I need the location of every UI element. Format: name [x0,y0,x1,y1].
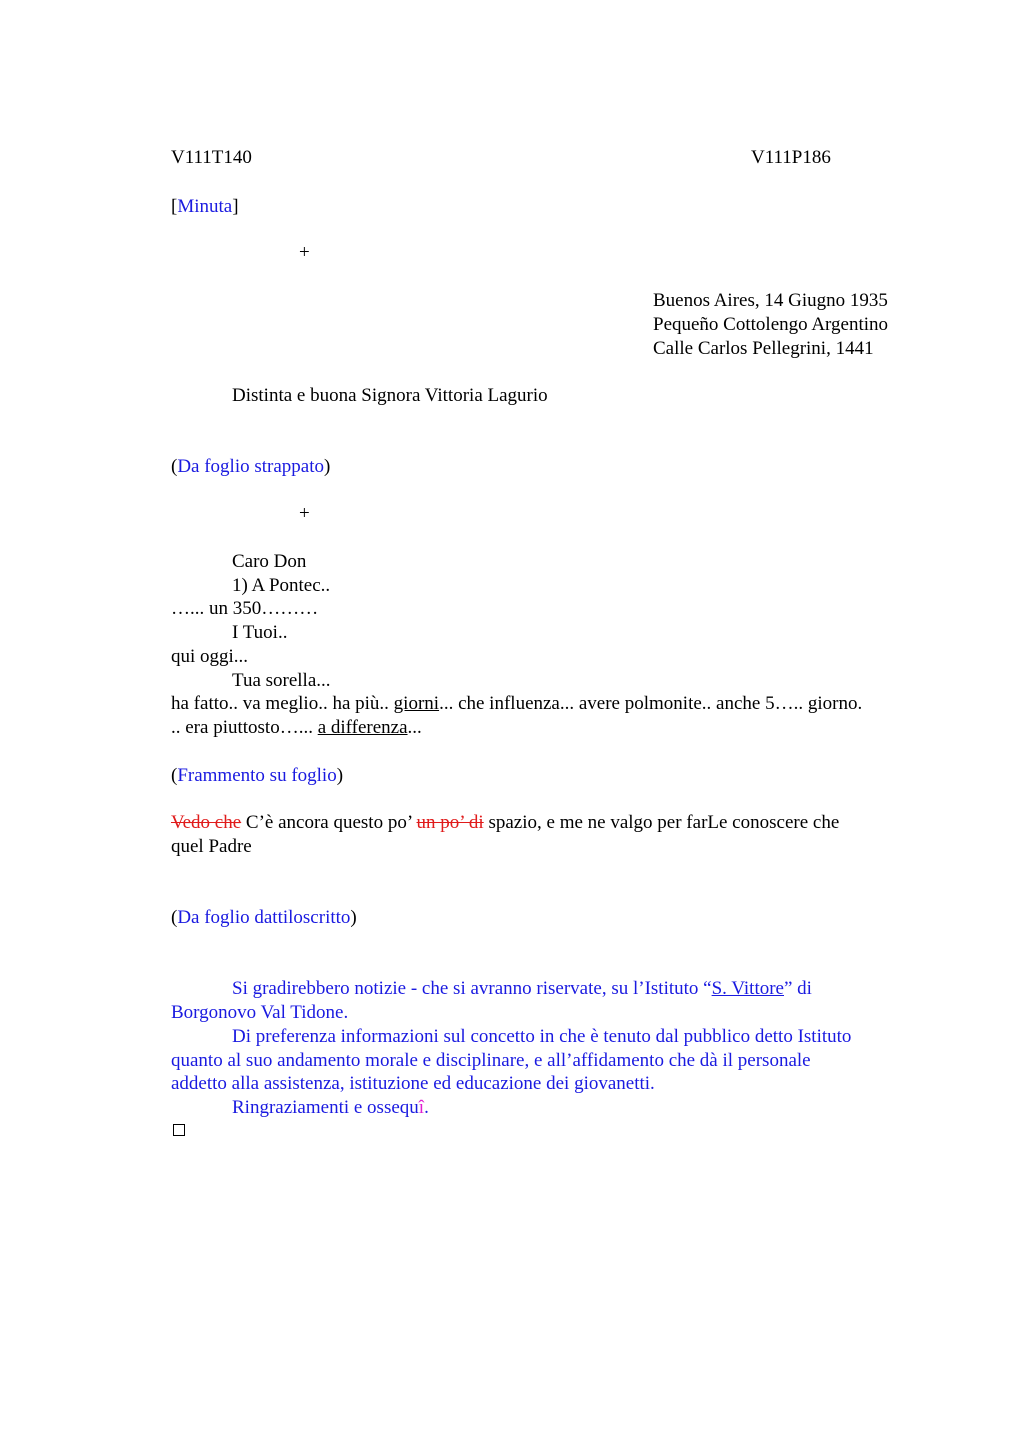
address-street: Calle Carlos Pellegrini, 1441 [653,338,874,359]
cross-mark: + [299,242,310,263]
deleted-text: Vedo che [171,812,242,833]
fragment-line: qui oggi... [171,646,249,667]
end-marker-box [173,1124,185,1136]
fragment-line: 1) A Pontec.. [232,575,331,596]
fragment-line: Tua sorella... [232,670,331,691]
fragment-text-line: quel Padre [171,836,252,857]
address-date: Buenos Aires, 14 Giugno 1935 [653,290,888,311]
salutation: Distinta e buona Signora Vittoria Lagurio [232,385,548,406]
typescript-line: Si gradirebbero notizie - che si avranno riservate, su l’Istituto “S. Vittore” di [232,978,812,999]
fragment-line: I Tuoi.. [232,622,288,643]
typescript-line: addetto alla assistenza, istituzione ed educazione dei giovanetti. [171,1073,655,1094]
cross-mark-2: + [299,503,310,524]
underlined-word: giorni [393,693,440,714]
typescript-line: Di preferenza informazioni sul concetto in che è tenuto dal pubblico detto Istituto [232,1026,852,1047]
fragment-line: Caro Don [232,551,307,572]
institute-name: S. Vittore [711,978,784,999]
underlined-word: a differenza [317,717,408,738]
address-institution: Pequeño Cottolengo Argentino [653,314,889,335]
fragment-line: .. era piuttosto…... a differenza... [171,717,422,738]
section-heading-typescript: (Da foglio dattiloscritto) [171,907,357,928]
typescript-line: Ringraziamenti e ossequî. [232,1097,429,1118]
minuta-text: Minuta [177,196,233,217]
section-heading-fragment: (Frammento su foglio) [171,765,344,786]
section-heading-torn-sheet: (Da foglio strappato) [171,456,331,477]
fragment-line: …... un 350……… [171,598,319,619]
fragment-line: ha fatto.. va meglio.. ha più.. giorni... che influenza... avere polmonite.. anche 5….. giorno. [171,693,863,714]
document-code-left: V111T140 [171,147,252,168]
fragment-text-line: Vedo che C’è ancora questo po’ un po’ di spazio, e me ne valgo per farLe conoscere che [171,812,840,833]
accented-char: î [418,1097,425,1118]
typescript-line: quanto al suo andamento morale e disciplinare, e all’affidamento che dà il personale [171,1050,811,1071]
document-code-right: V111P186 [751,147,831,168]
typescript-line: Borgonovo Val Tidone. [171,1002,349,1023]
deleted-text: un po’ di [416,812,484,833]
minuta-label: [Minuta] [171,196,239,217]
